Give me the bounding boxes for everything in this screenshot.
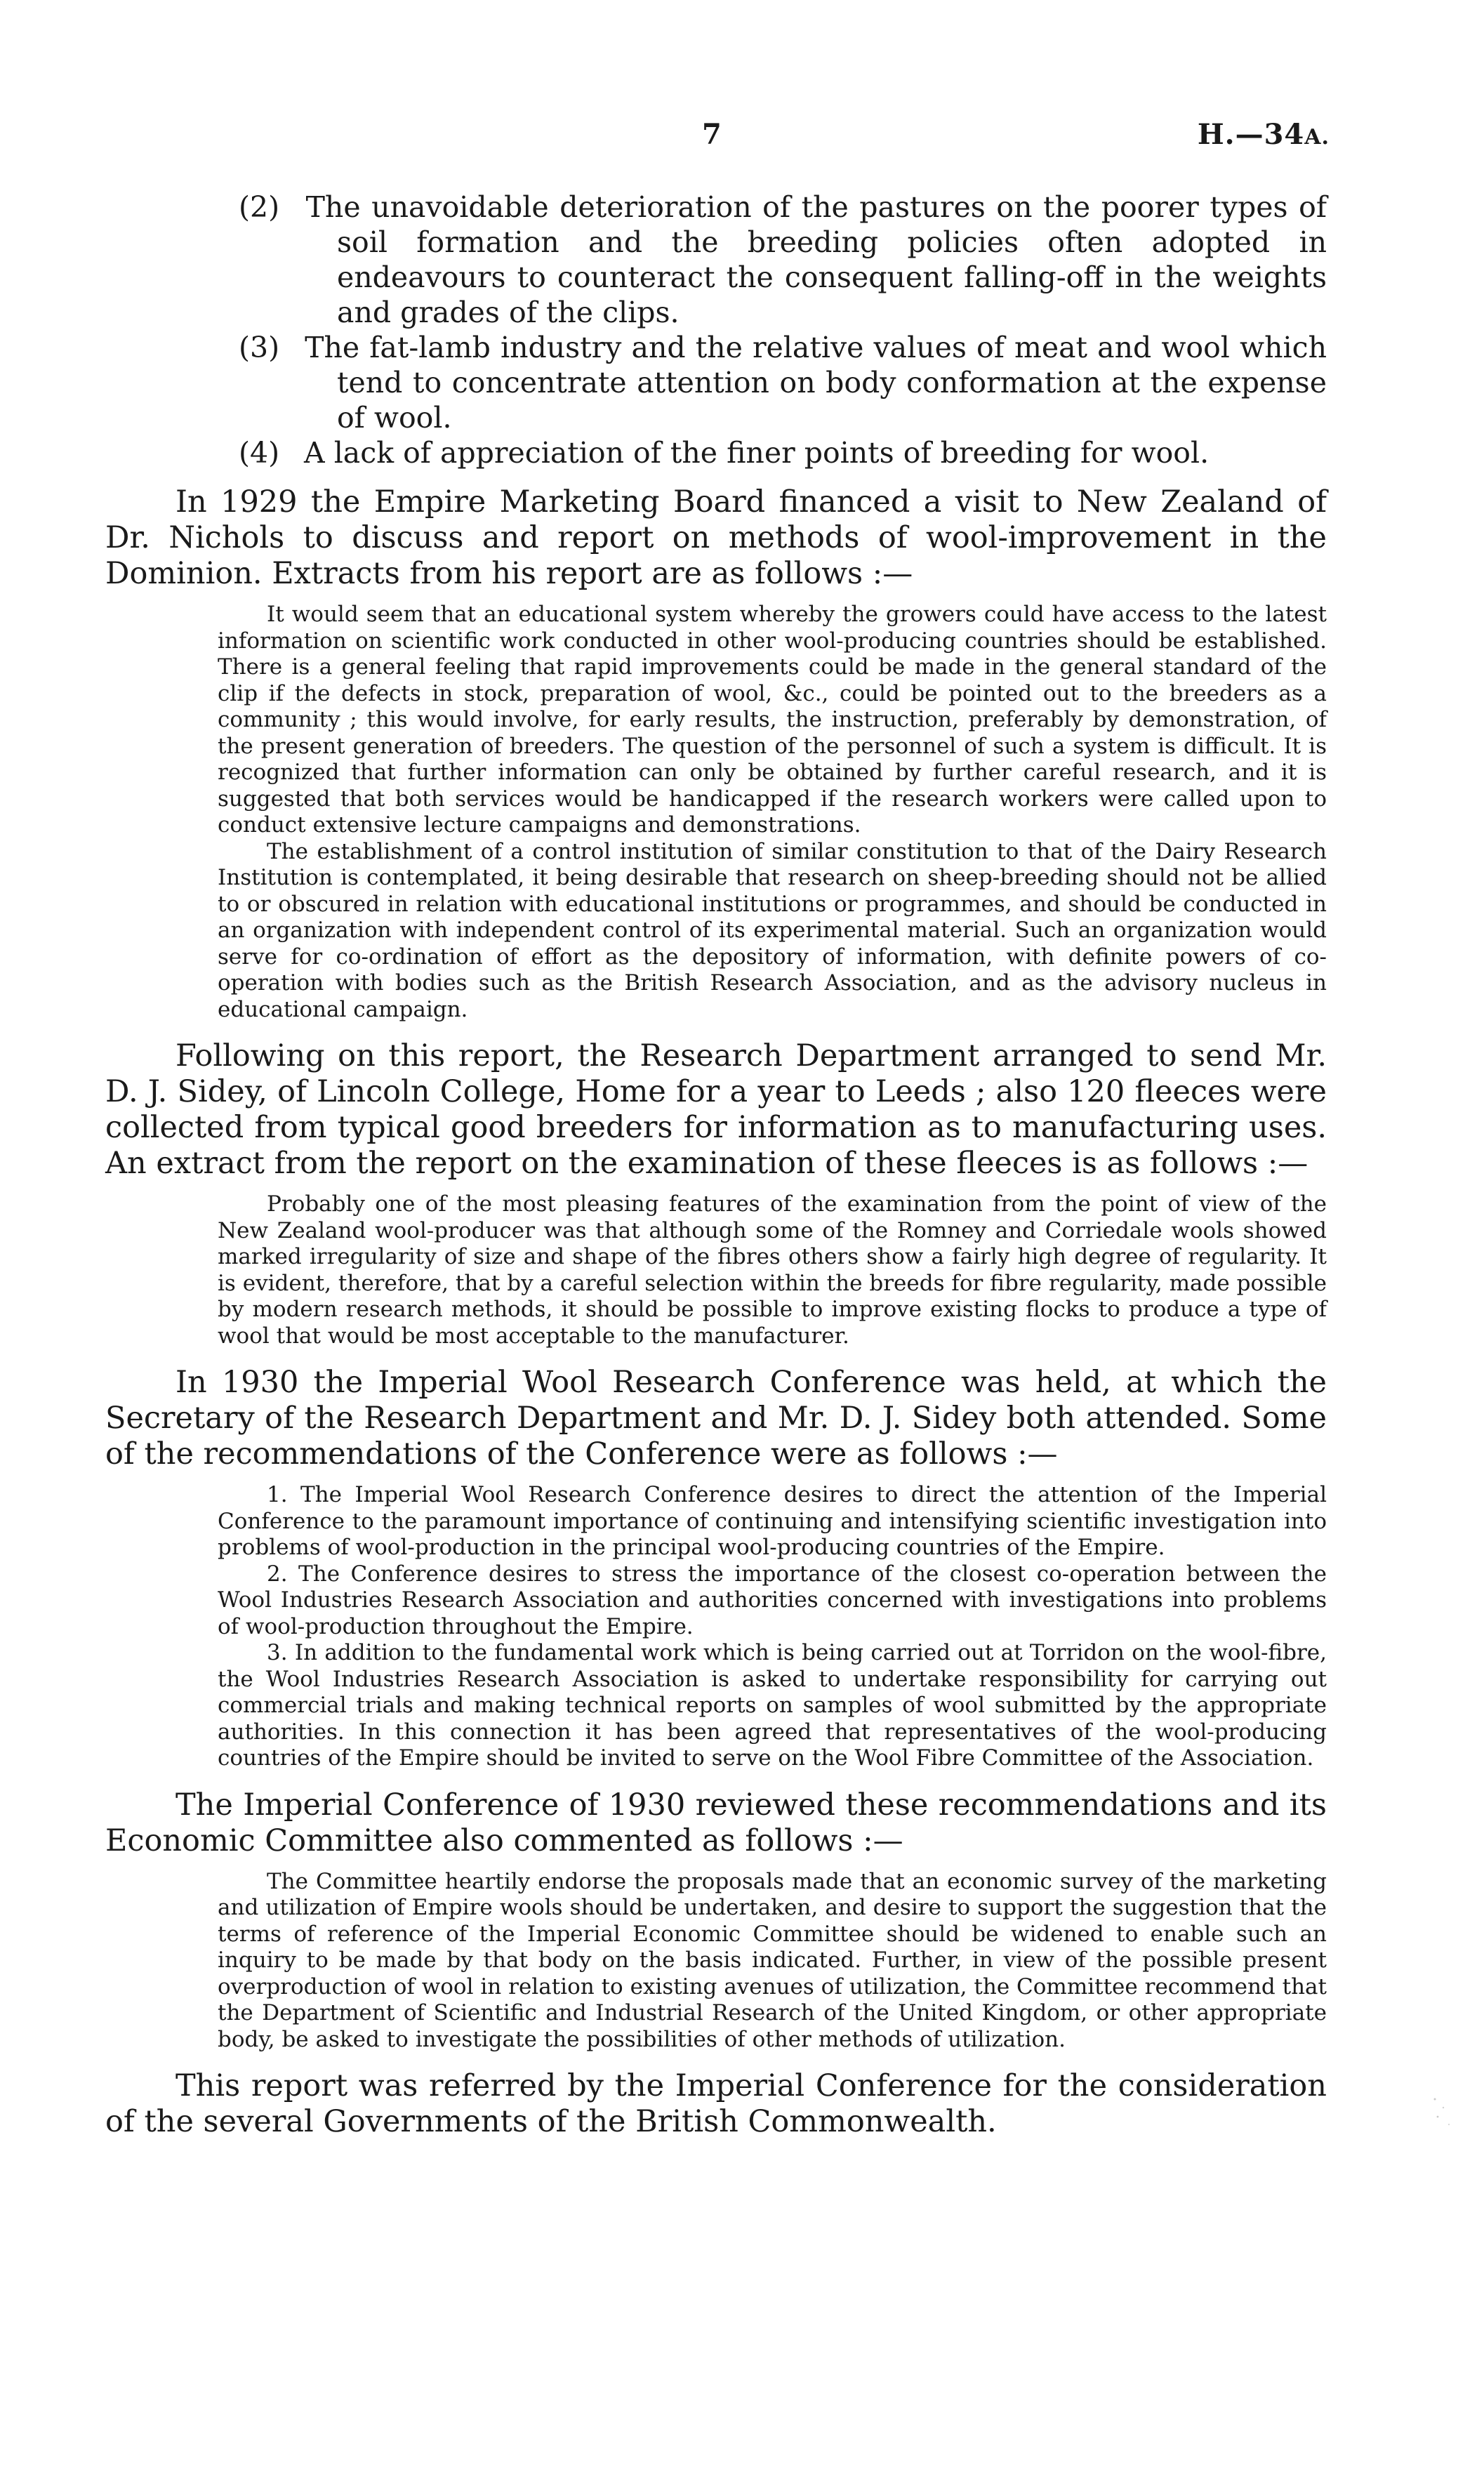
paragraph-sidey-leeds: Following on this report, the Research Department arranged to send Mr. D. J. Sidey, of Lincoln College, Home for a year to Leeds ; also 120 fleeces were collected from typical good breeders for information as to manufacturing uses. An extract from the report on the examination of these fleeces is as follows :— bbox=[105, 1038, 1327, 1181]
paragraph-nichols-visit: In 1929 the Empire Marketing Board financed a visit to New Zealand of Dr. Nichols to discuss and report on methods of wool-improvement in the Dominion. Extracts from his report are as follows :— bbox=[105, 484, 1327, 591]
page-number: 7 bbox=[702, 118, 722, 151]
paragraph-wool-research-conference: In 1930 the Imperial Wool Research Conference was held, at which the Secretary of the Research Department and Mr. D. J. Sidey both attended. Some of the recommendations of the Conference were as follows :— bbox=[105, 1365, 1327, 1472]
list-item bbox=[105, 190, 1327, 330]
list-item-number: (2) bbox=[239, 190, 280, 224]
running-head bbox=[0, 118, 1484, 160]
quote-paragraph: The Committee heartily endorse the proposals made that an economic survey of the marketing and utilization of Empire wools should be undertaken, and desire to support the suggestion that the terms of reference of the Imperial Economic Committee should be widened to enable such an inquiry to be made by that body on the basis indicated. Further, in view of the possible present overproduction of wool in relation to existing avenues of utilization, the Committee recommend that the Department of Scientific and Industrial Research of the United Kingdom, or other appropriate body, be asked to investigate the possibilities of other methods of utilization. bbox=[218, 1868, 1327, 2052]
recommendation-3: 3. In addition to the fundamental work which is being carried out at Torridon on the wool-fibre, the Wool Industries Research Association is asked to undertake responsibility for carrying out commercial trials and making technical reports on samples of wool submitted by the appropriate authorities. In this connection it has been agreed that representatives of the wool-producing countries of the Empire should be invited to serve on the Wool Fibre Committee of the Association. bbox=[218, 1640, 1327, 1771]
quote-nichols-report bbox=[105, 602, 1327, 1023]
recommendation-1: 1. The Imperial Wool Research Conference desires to direct the attention of the Imperial Conference to the paramount importance of continuing and intensifying scientific investigation into problems of wool-production in the principal wool-producing countries of the Empire. bbox=[218, 1482, 1327, 1560]
quote-paragraph: Probably one of the most pleasing features of the examination from the point of view of the New Zealand wool-producer was that although some of the Romney and Corriedale wools showed marked irregularity of size and shape of the fibres others show a fairly high degree of regularity. It is evident, therefore, that by a careful selection within the breeds for fibre regularity, made possible by modern research methods, it should be possible to improve existing flocks to produce a type of wool that would be most acceptable to the manufacturer. bbox=[218, 1191, 1327, 1349]
list-item-text: A lack of appreciation of the finer points of breeding for wool. bbox=[304, 436, 1210, 470]
page-body bbox=[105, 190, 1327, 2150]
quote-paragraph: It would seem that an educational system whereby the growers could have access to the latest information on scientific work conducted in other wool-producing countries should be established. There is a general feeling that rapid improvements could be made in the general standard of the clip if the defects in stock, preparation of wool, &c., could be pointed out to the breeders as a community ; this would involve, for early results, the instruction, preferably by demonstration, of the present generation of breeders. The question of the personnel of such a system is difficult. It is recognized that further information can only be obtained by further careful research, and it is suggested that both services would be handicapped if the research workers were called upon to conduct extensive lecture campaigns and demonstrations. bbox=[218, 602, 1327, 838]
paragraph-referral: This report was referred by the Imperial Conference for the consideration of the several Governments of the British Commonwealth. bbox=[105, 2068, 1327, 2139]
list-item-number: (4) bbox=[239, 436, 280, 470]
paragraph-imperial-conference: The Imperial Conference of 1930 reviewed these recommendations and its Economic Committee also commented as follows :— bbox=[105, 1787, 1327, 1858]
quote-economic-committee bbox=[105, 1869, 1327, 2054]
quote-paragraph: The establishment of a control institution of similar constitution to that of the Dairy Research Institution is contemplated, it being desirable that research on sheep-breeding should not be allied to or obscured in relation with educational institutions or programmes, and should be conducted in an organization with independent control of its experimental material. Such an organization would serve for co-ordination of effort as the depository of information, with definite powers of co-operation with bodies such as the British Research Association, and as the advisory nucleus in educational campaign. bbox=[218, 838, 1327, 1022]
document-reference bbox=[1198, 118, 1330, 151]
list-item-number: (3) bbox=[239, 331, 280, 364]
quote-fleece-report bbox=[105, 1191, 1327, 1349]
recommendation-2: 2. The Conference desires to stress the importance of the closest co-operation between the Wool Industries Research Association and authorities concerned with investigations into problems of wool-production throughout the Empire. bbox=[218, 1561, 1327, 1639]
list-item-text: The unavoidable deterioration of the pastures on the poorer types of soil formation and the breeding policies often adopted in endeavours to counteract the consequent falling-off in the weights and grades of the clips. bbox=[305, 190, 1327, 329]
numbered-causes-list bbox=[105, 190, 1327, 470]
list-item bbox=[105, 435, 1327, 470]
document-reference-suffix: A. bbox=[1304, 125, 1330, 150]
list-item bbox=[105, 330, 1327, 435]
scan-speck-mark bbox=[1429, 2092, 1457, 2134]
quote-conference-recommendations bbox=[105, 1482, 1327, 1772]
list-item-text: The fat-lamb industry and the relative values of meat and wool which tend to concentrate attention on body conformation at the expense of wool. bbox=[305, 331, 1327, 435]
document-reference-main: H.—34 bbox=[1197, 118, 1305, 151]
